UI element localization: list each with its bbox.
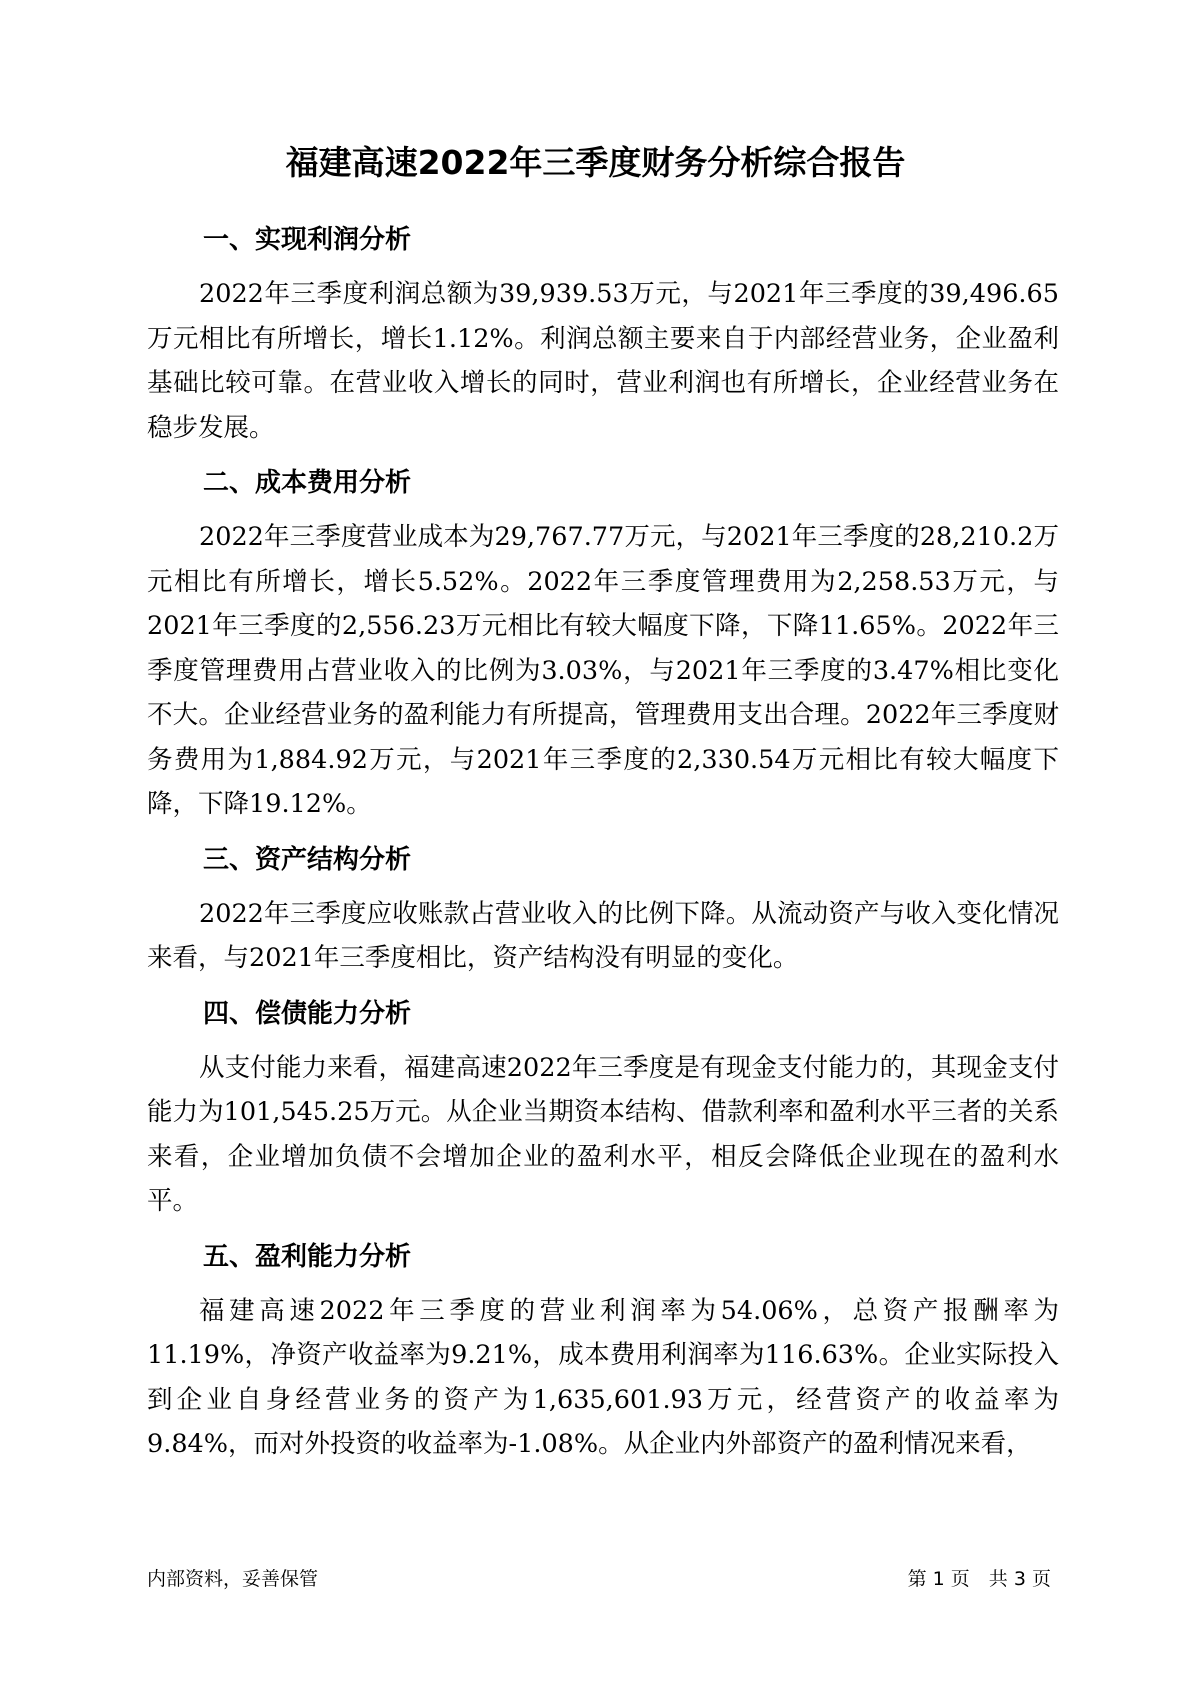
section-heading-cost: 二、成本费用分析 xyxy=(203,468,412,498)
section-heading-solvency: 四、偿债能力分析 xyxy=(203,998,412,1029)
page-number-mid: 页 共 xyxy=(950,1568,1008,1590)
page-number-total: 3 xyxy=(1013,1568,1026,1590)
section-heading-assets: 三、资产结构分析 xyxy=(203,844,412,875)
section-paragraph-profitability: 福建高速2022年三季度的营业利润率为54.06%，总资产报酬率为11.19%，净资产收益率为9.21%，成本费用利润率为116.63%。企业实际投入到企业自身经营业务的资产为1,635,601.93万元，经营资产的收益率为9.84%，而对外投资的收益率为-1.08%。从企业内外部资产的盈利情况来看， xyxy=(147,1295,1059,1459)
section-paragraph-solvency: 从支付能力来看，福建高速2022年三季度是有现金支付能力的，其现金支付能力为101,545.25万元。从企业当期资本结构、借款利率和盈利水平三者的关系来看，企业增加负债不会增加企业的盈利水平，相反会降低企业现在的盈利水平。 xyxy=(147,1052,1059,1216)
section-paragraph-profit: 2022年三季度利润总额为39,939.53万元，与2021年三季度的39,496.65万元相比有所增长，增长1.12%。利润总额主要来自于内部经营业务，企业盈利基础比较可靠。在营业收入增长的同时，营业利润也有所增长，企业经营业务在稳步发展。 xyxy=(147,279,1059,443)
document-title: 福建高速2022年三季度财务分析综合报告 xyxy=(285,143,906,182)
page-number-suffix: 页 xyxy=(1031,1568,1051,1590)
page-number-current: 1 xyxy=(932,1568,945,1590)
footer-confidential-note: 内部资料，妥善保管 xyxy=(147,1568,319,1590)
page-number xyxy=(908,1566,1051,1592)
section-paragraph-assets: 2022年三季度应收账款占营业收入的比例下降。从流动资产与收入变化情况来看，与2021年三季度相比，资产结构没有明显的变化。 xyxy=(147,898,1059,973)
section-paragraph-cost: 2022年三季度营业成本为29,767.77万元，与2021年三季度的28,210.2万元相比有所增长，增长5.52%。2022年三季度管理费用为2,258.53万元，与2021年三季度的2,556.23万元相比有较大幅度下降，下降11.65%。2022年三季度管理费用占营业收入的比例为3.03%，与2021年三季度的3.47%相比变化不大。企业经营业务的盈利能力有所提高，管理费用支出合理。2022年三季度财务费用为1,884.92万元，与2021年三季度的2,330.54万元相比有较大幅度下降，下降19.12%。 xyxy=(147,522,1059,819)
section-heading-profit: 一、实现利润分析 xyxy=(203,225,412,255)
section-heading-profitability: 五、盈利能力分析 xyxy=(203,1241,412,1272)
page-number-prefix: 第 xyxy=(907,1568,927,1590)
document-body xyxy=(147,218,1059,1478)
